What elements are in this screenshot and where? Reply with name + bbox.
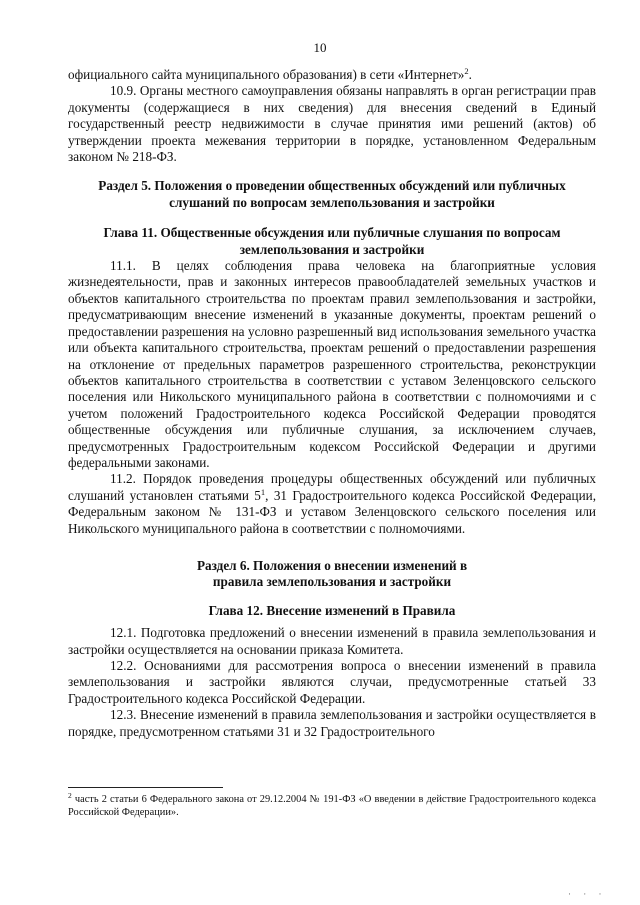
paragraph-11-1: 11.1. В целях соблюдения права человека на благоприятные условия жизнедеятельности, прав и законных интересов правообладателей земельных участков и объектов капитального строительства по проектам правил землепользования и застройки, предусматривающим внесение изменений в указанные документы, проектам решений о предоставлении разрешения на условно разрешенный вид использования земельного участка или объекта капитального строительства, проектам решений о предоставлении разрешения на отклонение от предельных параметров разрешенного строительства, реконструкции объектов капитального строительства в соответствии с уставом Зеленцовского сельского поселения или Никольского муниципального района в соответствии с полномочиями и с учетом положений Градостроительного кодекса Российской Федерации проводятся общественные обсуждения или публичные слушания, за исключением случаев, предусмотренных Градостроительным кодексом Российской Федерации и другими федеральными законами. bbox=[68, 258, 596, 470]
paragraph-12-2: 12.2. Основаниями для рассмотрения вопроса о внесении изменений в правила землепользования и застройки являются случаи, предусмотренные статьей 33 Градостроительного кодекса Российской Федерации. bbox=[68, 658, 596, 706]
paragraph-11-2 bbox=[68, 471, 596, 537]
paragraph-text: 11.2. Порядок проведения процедуры общественных обсуждений или публичных слушаний установлен статьями 5 bbox=[68, 471, 596, 503]
page-number: 10 bbox=[313, 40, 327, 55]
chapter-11-heading: Глава 11. Общественные обсуждения или публичные слушания по вопросам землепользования и застройки bbox=[103, 225, 561, 257]
footnote bbox=[68, 793, 596, 819]
paragraph-continued bbox=[68, 67, 596, 83]
superscript: 1 bbox=[260, 486, 266, 497]
paragraph-12-3: 12.3. Внесение изменений в правила землепользования и застройки осуществляется в порядке, предусмотренном статьями 31 и 32 Градостроительного bbox=[68, 707, 596, 739]
section-6-heading-line2: правила землепользования и застройки bbox=[212, 574, 452, 590]
page-body bbox=[68, 67, 596, 740]
paragraph-text: официального сайта муниципального образования) в сети «Интернет» bbox=[68, 67, 465, 82]
footnote-text: часть 2 статьи 6 Федерального закона от 29.12.2004 № 191-ФЗ «О введении в действие Градостроительного кодекса Российской Федерации». bbox=[68, 794, 596, 819]
section-6-heading-line1: Раздел 6. Положения о внесении изменений в bbox=[196, 557, 468, 573]
section-5-heading: Раздел 5. Положения о проведении общественных обсуждений или публичных слушаний по вопросам землепользования и застройки bbox=[98, 178, 566, 210]
paragraph-text: , 31 Градостроительного кодекса Российской Федерации, Федеральным законом № 131-ФЗ и уставом Зеленцовского сельского поселения или Никольского муниципального района в соответствии с полномочиями. bbox=[68, 487, 596, 536]
paragraph-12-1: 12.1. Подготовка предложений о внесении изменений в правила землепользования и застройки осуществляется на основании приказа Комитета. bbox=[68, 625, 596, 657]
paragraph-end: . bbox=[468, 67, 472, 82]
footnote-separator bbox=[68, 787, 223, 788]
paragraph-10-9: 10.9. Органы местного самоуправления обязаны направлять в орган регистрации прав документы (содержащиеся в них сведения) для внесения сведений в Единый государственный реестр недвижимости в случае принятия ими решений (актов) об утверждении проекта межевания территории в порядке, установленном Федеральным законом № 218-ФЗ. bbox=[68, 83, 596, 165]
chapter-12-heading: Глава 12. Внесение изменений в Правила bbox=[208, 602, 456, 618]
scan-artifact: · · · bbox=[568, 889, 607, 899]
footnote-ref: 2 bbox=[464, 66, 469, 76]
footnote-marker: 2 bbox=[68, 791, 72, 800]
